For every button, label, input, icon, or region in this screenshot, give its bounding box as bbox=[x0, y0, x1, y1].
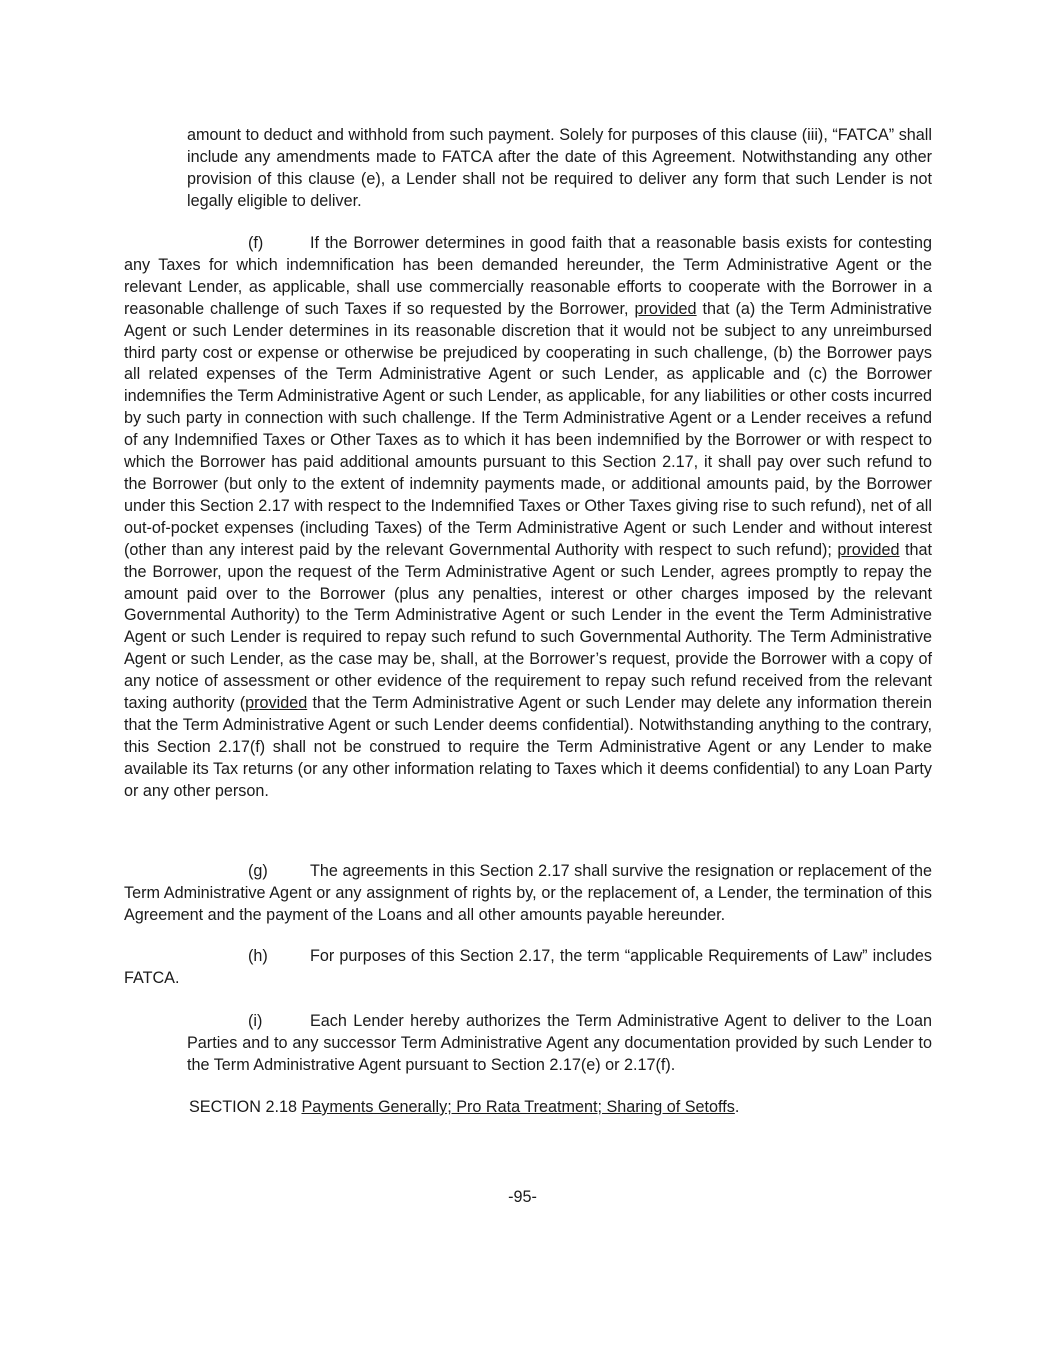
section-heading bbox=[189, 1097, 739, 1119]
paragraph-i-text: Each Lender hereby authorizes the Term Administrative Agent to deliver to the Loan Parties and to any successor Term Administrative Agent any documentation provided by such Lender to the Term Administrative Agent pursuant to Section 2.17(e) or 2.17(f). bbox=[187, 1012, 932, 1074]
paragraph-i bbox=[187, 1011, 932, 1077]
section-title: Payments Generally; Pro Rata Treatment; Sharing of Setoffs bbox=[301, 1098, 735, 1116]
paragraph-f-text-2: that (a) the Term Administrative Agent or such Lender determines in its reasonable discretion that it would not be subject to any unreimbursed third party cost or expense or otherwise be prejudiced by cooperating in such challenge, (b) the Borrower pays all related expenses of the Term Administrative Agent or such Lender, as applicable and (c) the Borrower indemnifies the Term Administrative Agent or such Lender, as applicable, for any liabilities or other costs incurred by such party in connection with such challenge. If the Term Administrative Agent or a Lender receives a refund of any Indemnified Taxes or Other Taxes as to which it has been indemnified by the Borrower or with respect to which the Borrower has paid additional amounts pursuant to this Section 2.17, it shall pay over such refund to the Borrower (but only to the extent of indemnity payments made, or additional amounts paid, by the Borrower under this Section 2.17 with respect to the Indemnified Taxes or Other Taxes giving rise to such refund), net of all out-of-pocket expenses (including Taxes) of the Term Administrative Agent or such Lender and without interest (other than any interest paid by the relevant Governmental Authority with respect to such refund); bbox=[124, 299, 932, 559]
section-title-period: . bbox=[734, 1098, 740, 1116]
paragraph-g-text: The agreements in this Section 2.17 shall survive the resignation or replacement of the Term Administrative Agent or any assignment of rights by, or the replacement of, a Lender, the termination of this Agreement and the payment of the Loans and all other amounts payable hereunder. bbox=[124, 862, 932, 924]
paragraph-h bbox=[124, 946, 932, 990]
section-number: SECTION 2.18 bbox=[189, 1098, 297, 1116]
paragraph-f bbox=[124, 233, 932, 803]
paragraph-e-continuation bbox=[187, 125, 932, 213]
paragraph-h-marker: (h) bbox=[248, 947, 268, 965]
provided-term-1: provided bbox=[634, 299, 697, 318]
paragraph-f-text-1: If the Borrower determines in good faith that a reasonable basis exists for contesting any Taxes for which indemnification has been demanded hereunder, the Term Administrative Agent or the relevant Lender, as applicable, shall use commercially reasonable efforts to cooperate with the Borrower in a reasonable challenge of such Taxes if so requested by the Borrower, bbox=[124, 234, 932, 318]
paragraph-g-marker: (g) bbox=[248, 862, 268, 880]
paragraph-f-text-3: that the Borrower, upon the request of the Term Administrative Agent or such Lender, agrees promptly to repay the amount paid over to the Borrower (plus any penalties, interest or other charges imposed by the relevant Governmental Authority) to the Term Administrative Agent or such Lender in the event the Term Administrative Agent or such Lender is required to repay such refund to such Governmental Authority. The Term Administrative Agent or such Lender, as the case may be, shall, at the Borrower’s request, provide the Borrower with a copy of any notice of assessment or other evidence of the requirement to repay such refund received from the relevant taxing authority ( bbox=[124, 540, 932, 713]
paragraph-f-text-4: that the Term Administrative Agent or such Lender may delete any information therein that the Term Administrative Agent or such Lender deems confidential). Notwithstanding anything to the contrary, this Section 2.17(f) shall not be construed to require the Term Administrative Agent or any Lender to make available its Tax returns (or any other information relating to Taxes which it deems confidential) to any Loan Party or any other person. bbox=[124, 694, 932, 800]
page-number: -95- bbox=[508, 1188, 537, 1206]
paragraph-i-marker: (i) bbox=[248, 1012, 263, 1030]
paragraph-g bbox=[124, 861, 932, 927]
provided-term-3: provided bbox=[245, 694, 308, 713]
paragraph-f-marker: (f) bbox=[248, 234, 264, 252]
paragraph-h-text: For purposes of this Section 2.17, the term “applicable Requirements of Law” includes FATCA. bbox=[124, 947, 932, 987]
provided-term-2: provided bbox=[837, 540, 900, 559]
paragraph-e-text: amount to deduct and withhold from such payment. Solely for purposes of this clause (iii), “FATCA” shall include any amendments made to FATCA after the date of this Agreement. Notwithstanding any other provision of this clause (e), a Lender shall not be required to deliver any form that such Lender is not legally eligible to deliver. bbox=[187, 126, 932, 210]
